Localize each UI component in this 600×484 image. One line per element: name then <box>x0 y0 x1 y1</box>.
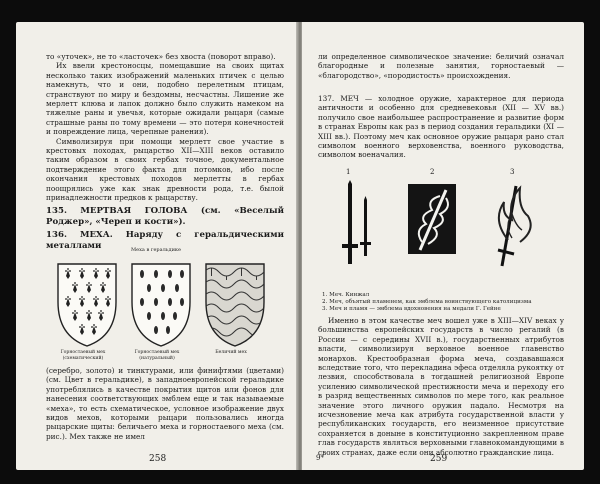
ermine-natural-shield <box>132 264 190 346</box>
entry-137: 137. МЕЧ — холодное оружие, характерное для периода античности и особенно для средневековья (XII — XV вв.) получило свое наибольшее распространение и развитие форм в странах Европы как раз в период создания геральдики (XI — XIII вв.). Поэтому меч как основное оружие рыцаря рано стал символом военного верховенства, военного руководства, символом военачалия. <box>318 94 564 160</box>
right-text-bottom <box>318 316 564 457</box>
paragraph: то «уточек», не то «ласточек» без хвоста (поворот вправо). <box>46 52 276 61</box>
paragraph: Символизируя при помощи мерлетт свое участие в крестовых походах, рыцарство XII—XIII веков оставило таким образом в своих гербах точное, документальное подтверждение этого факта для потомков, ибо после окончания крестовых походов мерлетты в гербах поощрялись уже как знак древности рода, т.е. былой принадлежности предков к рыцарству. <box>46 136 284 203</box>
figure-number-3: 3 <box>510 168 515 176</box>
caption-ermine-natural: Горностаевый мех (натуральный) <box>134 350 180 361</box>
paragraph: (серебро, золото) и тинктурами, или финифтями (цветами) (см. Цвет в геральдике), в западноевропейской геральдике употреблялись в качестве покрытия щитов или фонов для нанесения соответствующих эмблем еще и так называемые «меха», то есть схематическое, условное изображение двух видов мехов, которыми рыцари пользовались иногда рыцарские щиты: беличьего меха и горностаевого меха (см. рис.). Мех также не имел <box>46 366 284 441</box>
paragraph: Именно в этом качестве меч вошел уже в XIII—XIV веках у большинства европейских государств в число регалий (в России — с середины XVII в.), государственных атрибутов власти, символизируя верховное военное главенство монархов. Крестообразная форма меча, создававшаяся вследствие того, что перекладина эфеса отделяла рукоятку от лезвия, способствовала в тогдашней религиозной Европе усилению символической престижности меча и переходу его в разряд вещественных символов по мере того, как реальное значение этого личного оружия падало. Несмотря на исчезновение меча как атрибута государственной власти у республиканских государств, его неизменное присутствие сохраняется в доныне в конституционно закрепленном праве глав государств являться верховными главнокомандующими в своих странах, даже если они абсолютно гражданские лица. <box>318 316 564 457</box>
squirrel-fur-shield <box>204 264 266 346</box>
entry-136: 136. МЕХА. Наряду с геральдическими металлами <box>46 230 284 251</box>
right-page <box>302 22 584 470</box>
left-text-bottom <box>46 366 284 441</box>
sword-and-flame-icon <box>498 186 531 266</box>
caption-2: 2. Меч, объятый пламенем, как эмблема воинствующего католицизма <box>322 299 532 305</box>
entry-135: 135. МЕРТВАЯ ГОЛОВА (см. «Веселый Роджер», «Череп и кости»). <box>46 206 284 227</box>
left-text-top <box>46 52 284 203</box>
sword-figure <box>322 180 562 288</box>
paragraph: Их ввели крестоносцы, помещавшие на своих щитах несколько таких изображений маленьких птичек с целью намекнуть, что и они, подобно перелетным птицам, странствуют по миру и бездомны, несчастны. Лишение же мерлетт клюва и лапок должно было служить намеком на тяжелые раны и увечья, которые ожидали рыцаря (самые страшные раны по тому времени — это потеря конечностей и повреждение лица, черепные ранения). <box>46 61 284 137</box>
flaming-sword-emblem <box>408 184 456 254</box>
signature-mark: 9* <box>316 454 324 462</box>
caption-squirrel-fur: Беличий мех <box>215 350 247 355</box>
furs-figure <box>56 262 266 348</box>
caption-ermine-schematic: Горностаевый мех (схематический) <box>60 350 106 361</box>
figure-captions <box>322 292 562 313</box>
left-page <box>16 22 298 470</box>
page-number-right: 259 <box>430 454 448 464</box>
figure-number-2: 2 <box>430 168 435 176</box>
caption-1: 1. Меч. Кинжал <box>322 292 370 298</box>
caption-3: 3. Меч и пламя — эмблема вдохновения на медали Г. Гейне <box>322 306 501 312</box>
figure-title: Меха в геральдике <box>130 247 182 253</box>
page-number-left: 258 <box>149 454 167 464</box>
paragraph: ли определенное символическое значение: беличий означал благородные и полезные занятия, горностаевый — «благородство», «породистость» происхождения. <box>318 52 564 80</box>
figure-number-1: 1 <box>346 168 351 176</box>
right-text-top <box>318 52 564 80</box>
sword-and-dagger-icon <box>342 180 371 264</box>
ermine-schematic-shield <box>58 264 116 346</box>
